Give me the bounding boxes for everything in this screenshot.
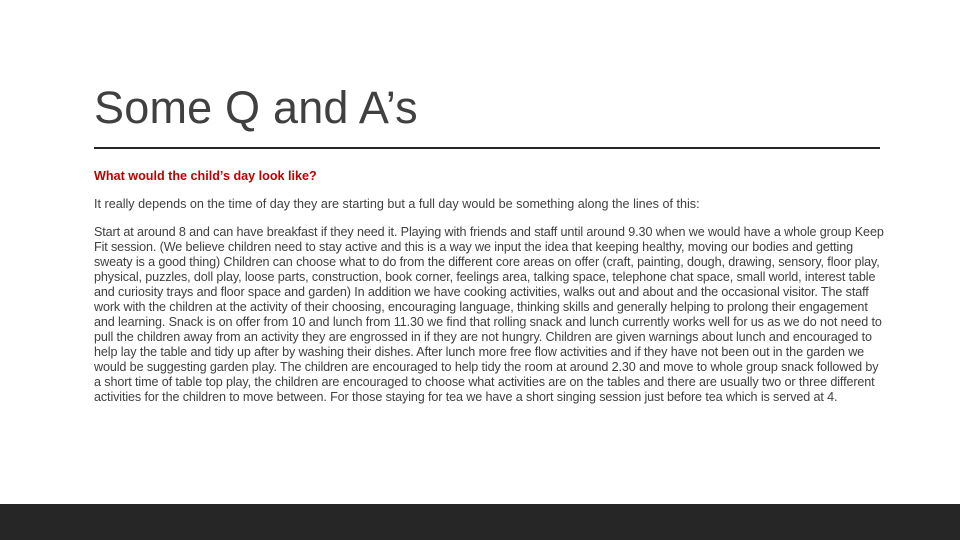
slide-title: Some Q and A’s: [94, 82, 418, 133]
intro-paragraph: It really depends on the time of day they are starting but a full day would be something along the lines of this:: [94, 197, 700, 211]
answer-paragraph: Start at around 8 and can have breakfast if they need it. Playing with friends and staff until around 9.30 when we would have a whole group Keep Fit session. (We believe children need to stay active and this is a way we input the idea that keeping healthy, moving our bodies and getting sweaty is a good thing) Children can choose what to do from the different core areas on offer (craft, painting, dough, drawing, sensory, floor play, physical, puzzles, doll play, loose parts, construction, book corner, feelings area, talking space, telephone chat space, small world, interest table and curiosity trays and floor space and garden) In addition we have cooking activities, walks out and about and the occasional visitor. The staff work with the children at the activity of their choosing, encouraging language, thinking skills and generally helping to prolong their engagement and learning. Snack is on offer from 10 and lunch from 11.30 we find that rolling snack and lunch currently works well for us as we do not need to pull the children away from an activity they are engrossed in if they are not hungry. Children are given warnings about lunch and encouraged to help lay the table and tidy up after by washing their dishes. After lunch more free flow activities and if they have not been out in the garden we would be suggesting garden play. The children are encouraged to help tidy the room at around 2.30 and move to whole group snack followed by a short time of table top play, the children are encouraged to choose what activities are on the tables and there are usually two or three different activities for the children to move between. For those staying for tea we have a short singing session just before tea which is served at 4.: [94, 224, 884, 405]
title-divider: [94, 147, 880, 149]
question-heading: What would the child’s day look like?: [94, 169, 317, 183]
footer-bar: [0, 504, 960, 540]
slide-content: [94, 168, 884, 405]
